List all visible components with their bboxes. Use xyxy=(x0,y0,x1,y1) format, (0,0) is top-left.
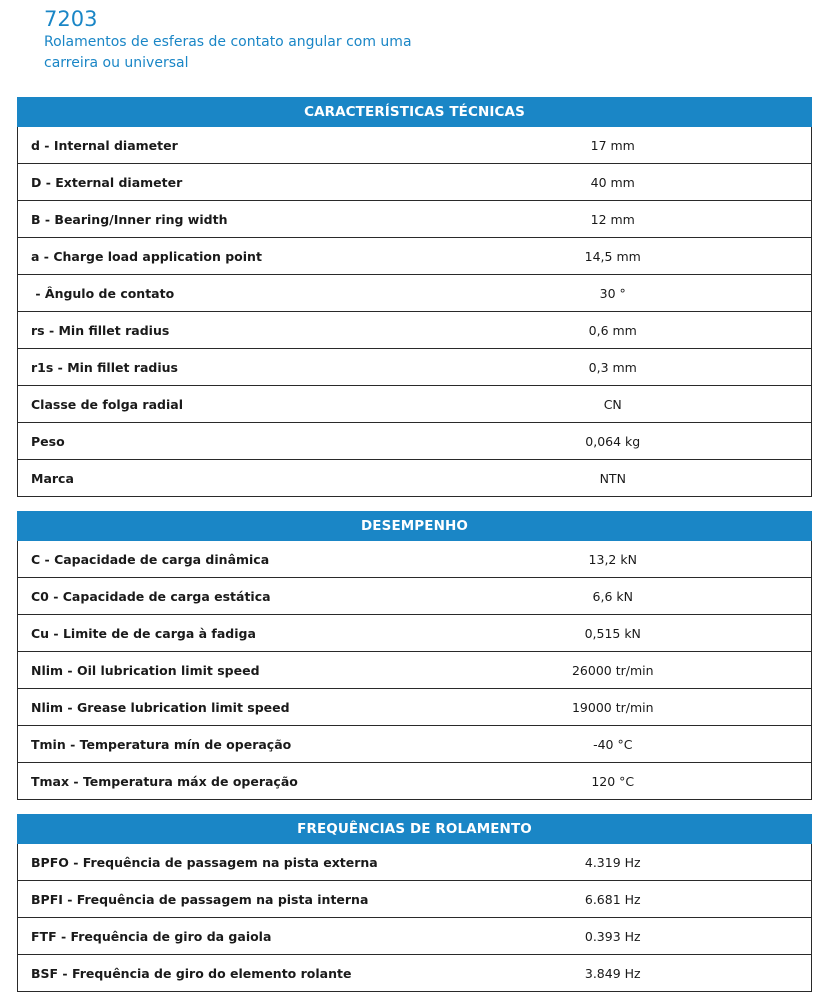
spec-value: 14,5 mm xyxy=(415,238,812,275)
spec-label: FTF - Frequência de giro da gaiola xyxy=(18,918,415,955)
section-title: CARACTERÍSTICAS TÉCNICAS xyxy=(18,98,812,127)
spec-value: 120 °C xyxy=(415,763,812,800)
spec-label: Marca xyxy=(18,460,415,497)
spec-value: -40 °C xyxy=(415,726,812,763)
spec-label: BPFO - Frequência de passagem na pista externa xyxy=(18,844,415,881)
spec-label: B - Bearing/Inner ring width xyxy=(18,201,415,238)
spec-row xyxy=(18,312,812,349)
product-header xyxy=(44,6,744,74)
spec-row xyxy=(18,652,812,689)
spec-label: - Ângulo de contato xyxy=(18,275,415,312)
spec-value: 12 mm xyxy=(415,201,812,238)
rolling-frequencies-table xyxy=(17,814,812,992)
spec-label: Nlim - Grease lubrication limit speed xyxy=(18,689,415,726)
spec-label: Tmin - Temperatura mín de operação xyxy=(18,726,415,763)
spec-row xyxy=(18,881,812,918)
product-description: Rolamentos de esferas de contato angular com uma carreira ou universal xyxy=(44,34,412,71)
spec-value: 13,2 kN xyxy=(415,541,812,578)
spec-row xyxy=(18,726,812,763)
spec-row xyxy=(18,164,812,201)
spec-value: 26000 tr/min xyxy=(415,652,812,689)
spec-row xyxy=(18,386,812,423)
spec-label: Nlim - Oil lubrication limit speed xyxy=(18,652,415,689)
spec-row xyxy=(18,918,812,955)
spec-value: 6,6 kN xyxy=(415,578,812,615)
spec-value: 0,3 mm xyxy=(415,349,812,386)
spec-row xyxy=(18,460,812,497)
spec-row xyxy=(18,349,812,386)
spec-row xyxy=(18,844,812,881)
spec-value: 0,064 kg xyxy=(415,423,812,460)
spec-row xyxy=(18,541,812,578)
spec-row xyxy=(18,201,812,238)
spec-value: 6.681 Hz xyxy=(415,881,812,918)
spec-label: BPFI - Frequência de passagem na pista interna xyxy=(18,881,415,918)
spec-value: 0,515 kN xyxy=(415,615,812,652)
spec-value: 3.849 Hz xyxy=(415,955,812,992)
section-header-row xyxy=(18,815,812,844)
performance-table xyxy=(17,511,812,800)
spec-label: Peso xyxy=(18,423,415,460)
spec-row xyxy=(18,127,812,164)
section-title: DESEMPENHO xyxy=(18,512,812,541)
spec-row xyxy=(18,763,812,800)
spec-label: BSF - Frequência de giro do elemento rolante xyxy=(18,955,415,992)
spec-row xyxy=(18,689,812,726)
spec-row xyxy=(18,615,812,652)
spec-row xyxy=(18,578,812,615)
section-title: FREQUÊNCIAS DE ROLAMENTO xyxy=(18,815,812,844)
technical-specs-table xyxy=(17,97,812,497)
spec-row xyxy=(18,238,812,275)
spec-label: C0 - Capacidade de carga estática xyxy=(18,578,415,615)
spec-value: 0,6 mm xyxy=(415,312,812,349)
section-header-row xyxy=(18,98,812,127)
spec-label: Cu - Limite de de carga à fadiga xyxy=(18,615,415,652)
spec-label: C - Capacidade de carga dinâmica xyxy=(18,541,415,578)
spec-label: Classe de folga radial xyxy=(18,386,415,423)
spec-label: rs - Min fillet radius xyxy=(18,312,415,349)
spec-value: 40 mm xyxy=(415,164,812,201)
spec-value: 17 mm xyxy=(415,127,812,164)
spec-label: Tmax - Temperatura máx de operação xyxy=(18,763,415,800)
spec-label: r1s - Min fillet radius xyxy=(18,349,415,386)
spec-value: 30 ° xyxy=(415,275,812,312)
spec-row xyxy=(18,275,812,312)
spec-label: D - External diameter xyxy=(18,164,415,201)
spec-row xyxy=(18,955,812,992)
spec-row xyxy=(18,423,812,460)
spec-label: a - Charge load application point xyxy=(18,238,415,275)
spec-value: 4.319 Hz xyxy=(415,844,812,881)
spec-label: d - Internal diameter xyxy=(18,127,415,164)
spec-value: 0.393 Hz xyxy=(415,918,812,955)
spec-value: NTN xyxy=(415,460,812,497)
section-header-row xyxy=(18,512,812,541)
product-code: 7203 xyxy=(44,7,98,31)
spec-value: 19000 tr/min xyxy=(415,689,812,726)
spec-value: CN xyxy=(415,386,812,423)
